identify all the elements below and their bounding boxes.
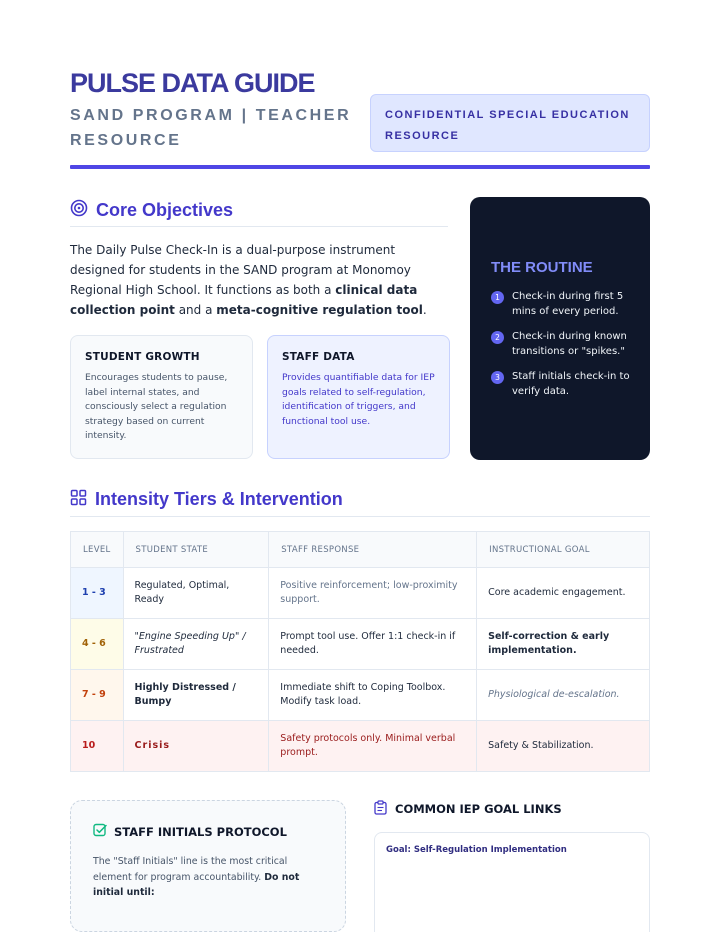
table-row bbox=[71, 721, 650, 772]
grid-icon bbox=[70, 489, 87, 510]
step-number-badge: 3 bbox=[491, 371, 504, 384]
student-growth-card bbox=[70, 335, 253, 459]
intensity-tiers-table bbox=[70, 531, 650, 772]
goal-cell: Safety & Stabilization. bbox=[477, 721, 650, 772]
state-cell: Regulated, Optimal, Ready bbox=[123, 568, 269, 619]
response-cell: Positive reinforcement; low-proximity support. bbox=[269, 568, 477, 619]
column-header: STAFF RESPONSE bbox=[269, 532, 477, 568]
protocol-body: The "Staff Initials" line is the most critical element for program accountability. Do not initial until: bbox=[93, 856, 300, 898]
column-header: STUDENT STATE bbox=[123, 532, 269, 568]
iep-goal-title: Goal: Self-Regulation Implementation bbox=[386, 845, 567, 855]
card-body: Encourages students to pause, label internal states, and consciously select a regulation strategy based on current intensity. bbox=[85, 372, 228, 442]
routine-panel bbox=[470, 197, 650, 460]
protocol-title: STAFF INITIALS PROTOCOL bbox=[114, 824, 287, 839]
goal-cell: Physiological de-escalation. bbox=[477, 670, 650, 721]
page-title: PULSE DATA GUIDE bbox=[70, 68, 315, 98]
column-header: INSTRUCTIONAL GOAL bbox=[477, 532, 650, 568]
header-divider bbox=[70, 165, 650, 169]
goal-cell: Self-correction & early implementation. bbox=[477, 619, 650, 670]
goal-cell: Core academic engagement. bbox=[477, 568, 650, 619]
iep-goal-links-heading bbox=[374, 800, 562, 818]
routine-item bbox=[491, 330, 630, 359]
section-divider bbox=[70, 516, 650, 517]
level-cell: 10 bbox=[71, 721, 124, 772]
response-cell: Immediate shift to Coping Toolbox. Modify task load. bbox=[269, 670, 477, 721]
core-objectives-heading bbox=[70, 199, 233, 221]
routine-title: THE ROUTINE bbox=[491, 259, 593, 276]
routine-item-text: Check-in during known transitions or "spikes." bbox=[512, 331, 627, 357]
state-cell: Crisis bbox=[123, 721, 269, 772]
confidential-badge: CONFIDENTIAL SPECIAL EDUCATION RESOURCE bbox=[370, 94, 650, 152]
clipboard-icon bbox=[374, 800, 387, 818]
staff-data-card bbox=[267, 335, 450, 459]
card-title: STAFF DATA bbox=[282, 351, 355, 363]
table-header-row bbox=[71, 532, 650, 568]
check-square-icon bbox=[93, 823, 107, 840]
column-header: LEVEL bbox=[71, 532, 124, 568]
protocol-heading bbox=[93, 823, 323, 840]
page-header bbox=[70, 68, 650, 170]
level-cell: 1 - 3 bbox=[71, 568, 124, 619]
table-row bbox=[71, 670, 650, 721]
iep-goal-card bbox=[374, 832, 650, 932]
intro-paragraph: The Daily Pulse Check-In is a dual-purpose instrument designed for students in the SAND program at Monomoy Regional High School. It functions as both a clinical data collection point and a meta-cognitive regulation tool. bbox=[70, 243, 427, 317]
state-cell: "Engine Speeding Up" / Frustrated bbox=[123, 619, 269, 670]
routine-item bbox=[491, 370, 630, 399]
state-cell: Highly Distressed / Bumpy bbox=[123, 670, 269, 721]
page-subtitle: SAND PROGRAM | TEACHER RESOURCE bbox=[70, 107, 352, 149]
step-number-badge: 2 bbox=[491, 331, 504, 344]
step-number-badge: 1 bbox=[491, 291, 504, 304]
intensity-tiers-heading bbox=[70, 489, 343, 510]
table-row bbox=[71, 568, 650, 619]
target-icon bbox=[70, 199, 88, 221]
core-objectives-title: Core Objectives bbox=[96, 199, 234, 220]
iep-goal-links-title: COMMON IEP GOAL LINKS bbox=[395, 802, 562, 816]
routine-item bbox=[491, 290, 630, 319]
card-body: Provides quantifiable data for IEP goals related to self-regulation, identification of triggers, and functional tool use. bbox=[282, 372, 435, 427]
routine-item-text: Check-in during first 5 mins of every period. bbox=[512, 291, 624, 317]
section-divider bbox=[70, 226, 448, 227]
staff-initials-protocol-box bbox=[70, 800, 346, 932]
routine-item-text: Staff initials check-in to verify data. bbox=[512, 371, 630, 397]
intensity-tiers-title: Intensity Tiers & Intervention bbox=[95, 489, 343, 509]
response-cell: Safety protocols only. Minimal verbal prompt. bbox=[269, 721, 477, 772]
response-cell: Prompt tool use. Offer 1:1 check-in if needed. bbox=[269, 619, 477, 670]
table-row bbox=[71, 619, 650, 670]
card-title: STUDENT GROWTH bbox=[85, 351, 200, 363]
level-cell: 7 - 9 bbox=[71, 670, 124, 721]
level-cell: 4 - 6 bbox=[71, 619, 124, 670]
